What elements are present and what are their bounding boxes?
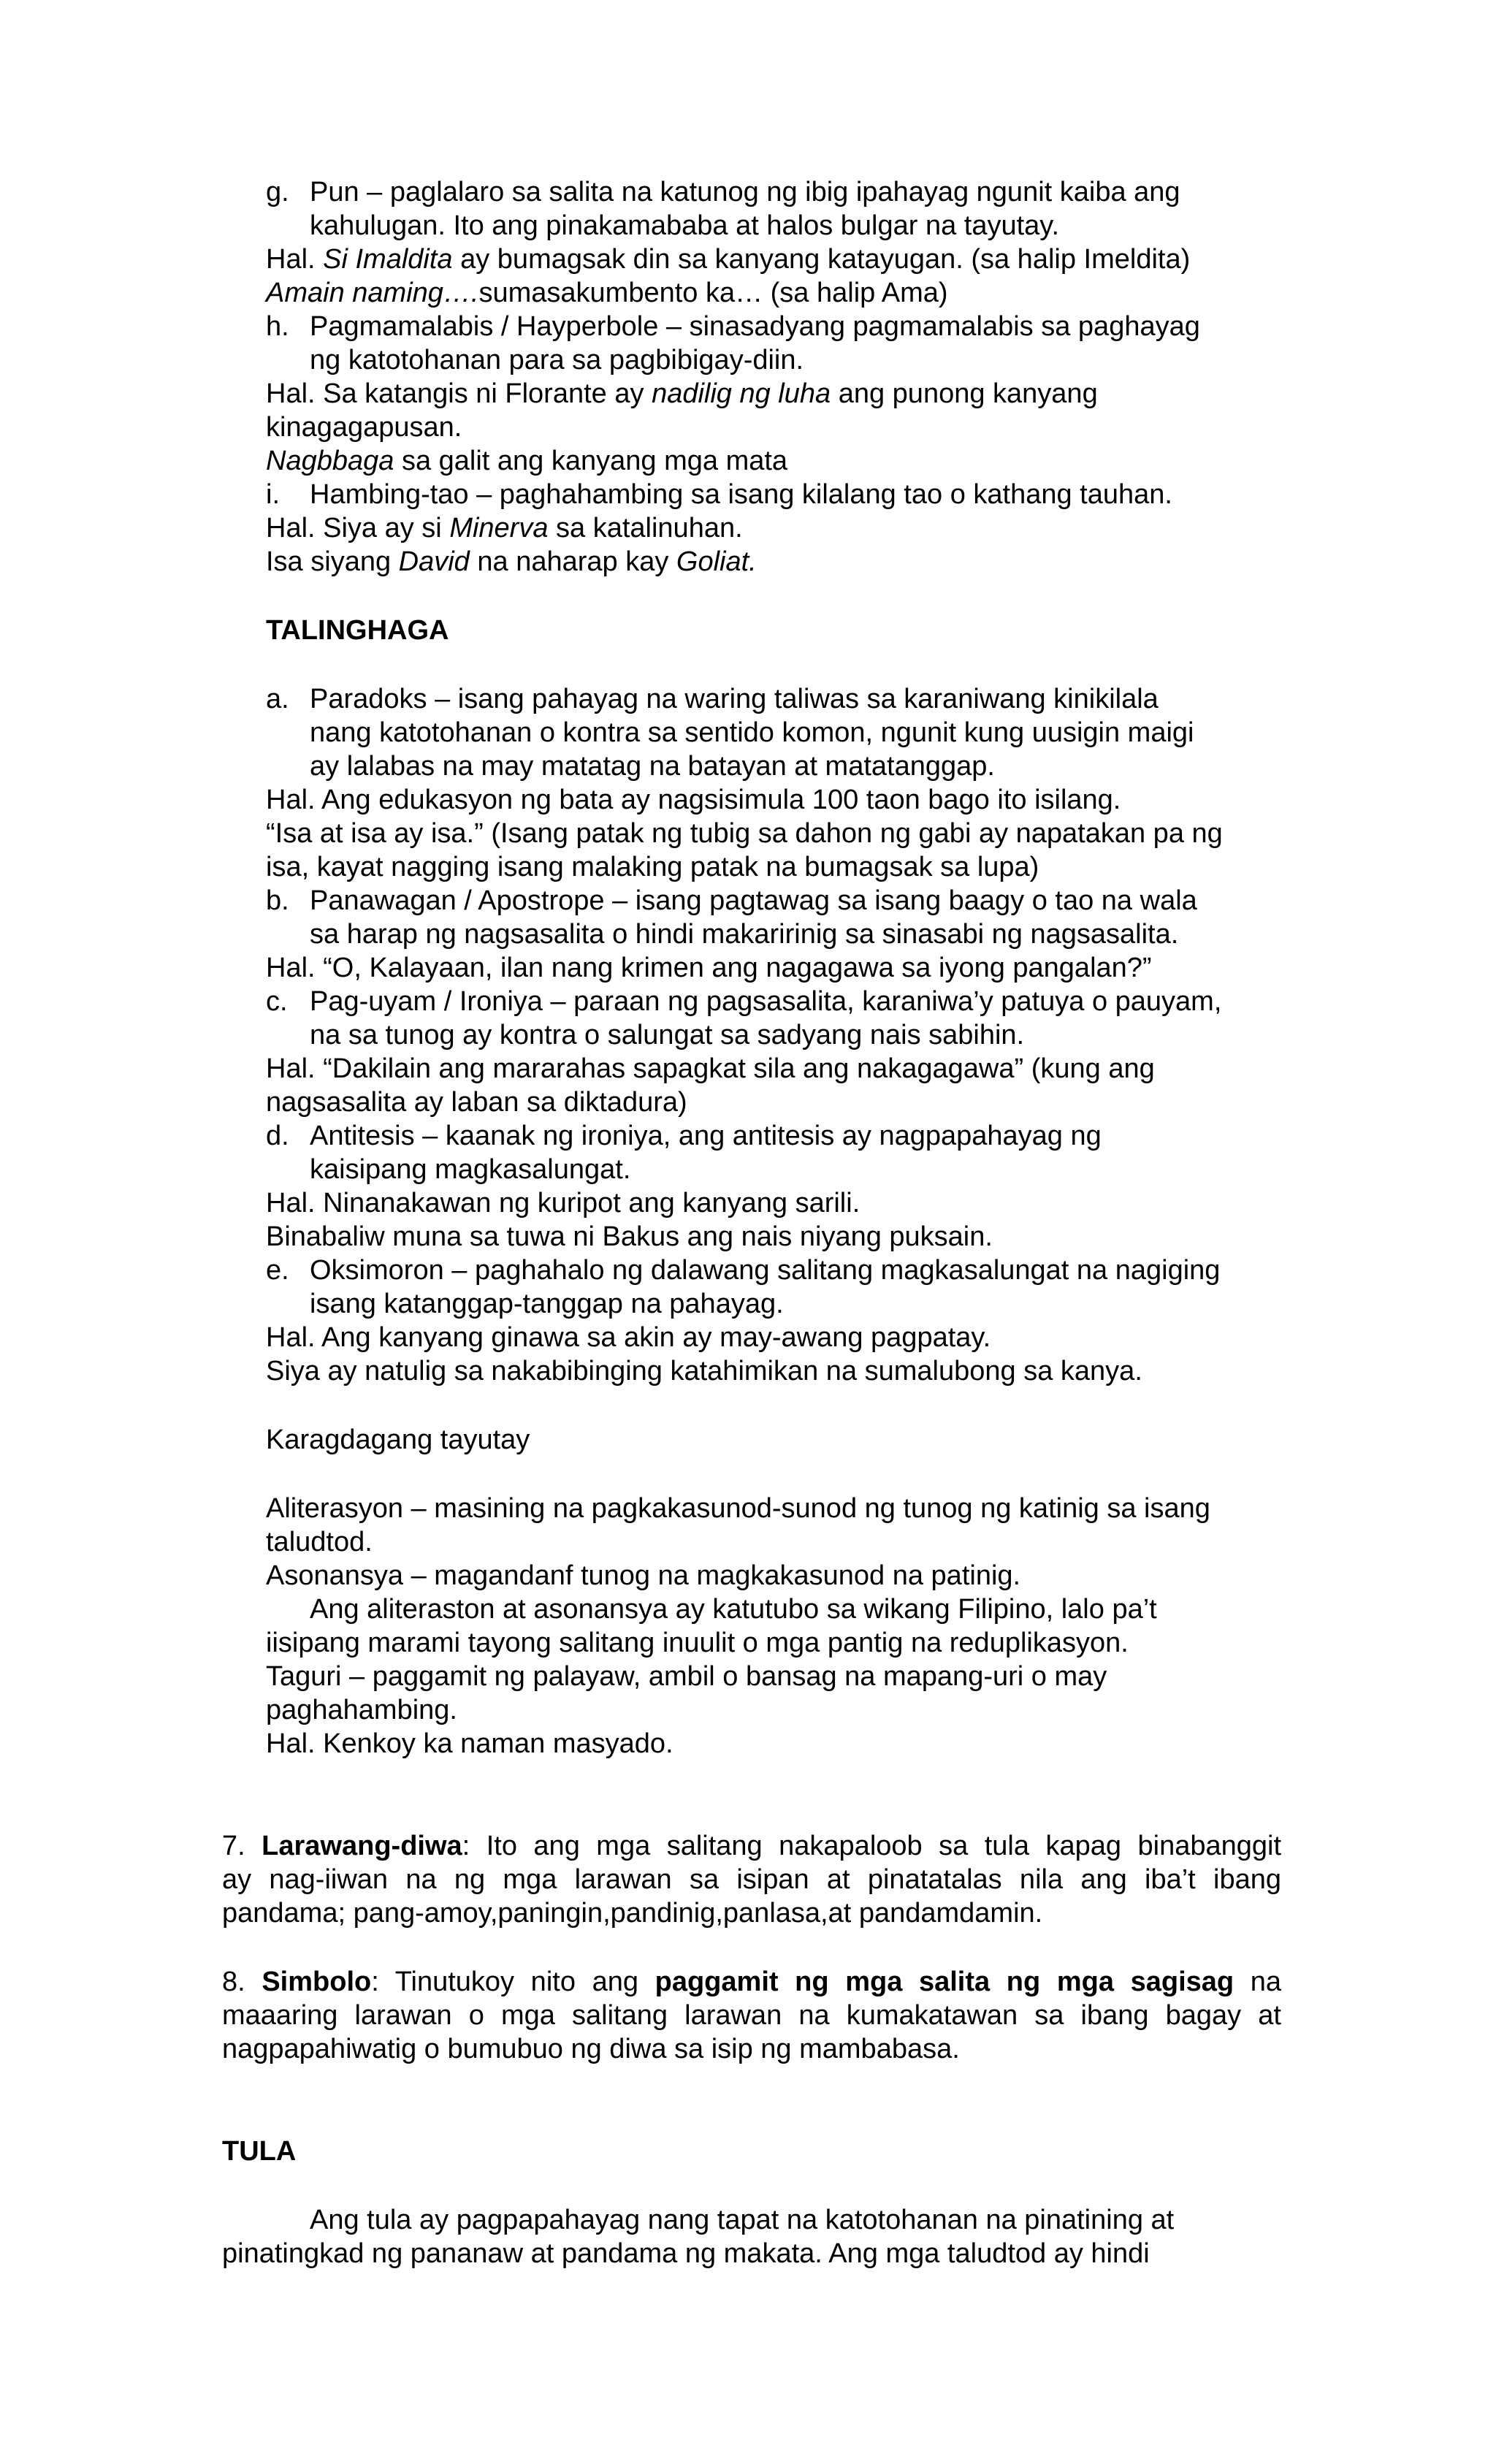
- list-item-b: [266, 884, 1197, 918]
- tula-paragraph-line: Ang tula ay pagpapahayag nang tapat na katotohanan na pinatining at: [310, 2205, 1175, 2235]
- example-line: Siya ay natulig sa nakabibinging katahimikan na sumalubong sa kanya.: [266, 1356, 1142, 1387]
- list-label: e.: [266, 1255, 289, 1286]
- list-label: i.: [266, 479, 280, 510]
- term-simbolo: Simbolo: [262, 1967, 372, 1997]
- section-heading-talinghaga: TALINGHAGA: [266, 615, 449, 646]
- section-8-line: nagpapahiwatig o bumubuo ng diwa sa isip ng mambabasa.: [222, 2034, 960, 2064]
- list-label: g.: [266, 177, 289, 207]
- list-item-a-cont: ay lalabas na may matatag na batayan at matatanggap.: [310, 751, 995, 782]
- example-line: Hal. “O, Kalayaan, ilan nang krimen ang nagagawa sa iyong pangalan?”: [266, 953, 1152, 983]
- term-larawang-diwa: Larawang-diwa: [262, 1831, 462, 1861]
- example-line: Amain naming….sumasakumbento ka… (sa halip Ama): [266, 278, 948, 308]
- list-item-text: Panawagan / Apostrope – isang pagtawag sa isang baagy o tao na wala: [310, 885, 1197, 916]
- list-item-g-cont: kahulugan. Ito ang pinakamababa at halos bulgar na tayutay.: [310, 210, 1060, 241]
- example-line: Hal. Ang kanyang ginawa sa akin ay may-awang pagpatay.: [266, 1322, 991, 1353]
- section-7-line: 7. Larawang-diwa: Ito ang mga salitang nakapaloob sa tula kapag binabanggit: [222, 1831, 1282, 1861]
- list-item-text: Pag-uyam / Ironiya – paraan ng pagsasalita, karaniwa’y patuya o pauyam,: [310, 986, 1222, 1017]
- list-item-e-cont: isang katanggap-tanggap na pahayag.: [310, 1289, 784, 1319]
- list-item-text: Hambing-tao – paghahambing sa isang kilalang tao o kathang tauhan.: [310, 479, 1172, 510]
- body-line: paghahambing.: [266, 1695, 457, 1725]
- example-line: Hal. Siya ay si Minerva sa katalinuhan.: [266, 513, 743, 543]
- body-line: iisipang marami tayong salitang inuulit o mga pantig na reduplikasyon.: [266, 1628, 1129, 1658]
- example-line: Hal. Ninanakawan ng kuripot ang kanyang sarili.: [266, 1188, 860, 1218]
- example-line: Hal. Si Imaldita ay bumagsak din sa kanyang katayugan. (sa halip Imeldita): [266, 244, 1191, 275]
- body-line: Taguri – paggamit ng palayaw, ambil o bansag na mapang-uri o may: [266, 1661, 1107, 1692]
- list-item-g: [266, 175, 1180, 209]
- list-item-text: Paradoks – isang pahayag na waring taliwas sa karaniwang kinikilala: [310, 684, 1159, 714]
- list-label: a.: [266, 684, 289, 714]
- list-item-e: [266, 1254, 1220, 1287]
- list-item-h-cont: ng katotohanan para sa pagbibigay-diin.: [310, 345, 804, 375]
- list-item-b-cont: sa harap ng nagsasalita o hindi makaririnig sa sinasabi ng nagsasalita.: [310, 919, 1179, 950]
- example-line: Hal. Ang edukasyon ng bata ay nagsisimula 100 taon bago ito isilang.: [266, 785, 1121, 815]
- body-line: Hal. Kenkoy ka naman masyado.: [266, 1728, 673, 1759]
- example-line: nagsasalita ay laban sa diktadura): [266, 1087, 687, 1118]
- list-item-a-cont: nang katotohanan o kontra sa sentido komon, ngunit kung uusigin maigi: [310, 717, 1194, 748]
- example-line: Binabaliw muna sa tuwa ni Bakus ang nais niyang puksain.: [266, 1221, 993, 1252]
- example-line: Isa siyang David na naharap kay Goliat.: [266, 546, 757, 577]
- subheading-karagdagan: Karagdagang tayutay: [266, 1424, 530, 1455]
- list-label: c.: [266, 986, 288, 1017]
- list-item-i: [266, 478, 1172, 511]
- section-7-line: pandama; pang-amoy,paningin,pandinig,panlasa,at pandamdamin.: [222, 1898, 1043, 1929]
- example-line: kinagagapusan.: [266, 412, 462, 443]
- example-line: Hal. Sa katangis ni Florante ay nadilig ng luha ang punong kanyang: [266, 378, 1098, 409]
- list-item-text: Oksimoron – paghahalo ng dalawang salitang magkasalungat na nagiging: [310, 1255, 1221, 1286]
- example-line: isa, kayat nagging isang malaking patak na bumagsak sa lupa): [266, 852, 1039, 882]
- list-label: d.: [266, 1121, 289, 1151]
- example-line: Nagbbaga sa galit ang kanyang mga mata: [266, 446, 788, 476]
- list-item-c-cont: na sa tunog ay kontra o salungat sa sadyang nais sabihin.: [310, 1020, 1025, 1050]
- section-7-line: ay nag-iiwan na ng mga larawan sa isipan at pinatatalas nila ang iba’t ibang: [222, 1864, 1281, 1895]
- list-item-d-cont: kaisipang magkasalungat.: [310, 1154, 631, 1185]
- example-line: Hal. “Dakilain ang mararahas sapagkat sila ang nakagagawa” (kung ang: [266, 1053, 1155, 1084]
- example-line: “Isa at isa ay isa.” (Isang patak ng tubig sa dahon ng gabi ay napatakan pa ng: [266, 818, 1223, 849]
- section-8-line: maaaring larawan o mga salitang larawan na kumakatawan sa ibang bagay at: [222, 2000, 1281, 2031]
- body-line-indented: Ang aliteraston at asonansya ay katutubo sa wikang Filipino, lalo pa’t: [310, 1594, 1157, 1625]
- tula-paragraph-line: pinatingkad ng pananaw at pandama ng makata. Ang mga taludtod ay hindi: [222, 2238, 1150, 2269]
- list-item-c: [266, 985, 1221, 1018]
- section-heading-tula: TULA: [222, 2136, 297, 2167]
- body-line: Aliterasyon – masining na pagkakasunod-sunod ng tunog ng katinig sa isang: [266, 1493, 1210, 1524]
- list-item-text: Pagmamalabis / Hayperbole – sinasadyang pagmamalabis sa paghayag: [310, 311, 1200, 342]
- list-item-h: [266, 310, 1200, 343]
- section-8-line: 8. Simbolo: Tinutukoy nito ang paggamit ng mga salita ng mga sagisag na: [222, 1967, 1282, 1997]
- list-item-text: Pun – paglalaro sa salita na katunog ng ibig ipahayag ngunit kaiba ang: [310, 177, 1180, 207]
- list-item-d: [266, 1119, 1102, 1153]
- list-label: b.: [266, 885, 289, 916]
- body-line: Asonansya – magandanf tunog na magkakasunod na patinig.: [266, 1560, 1021, 1591]
- body-line: taludtod.: [266, 1527, 373, 1557]
- list-label: h.: [266, 311, 289, 342]
- list-item-text: Antitesis – kaanak ng ironiya, ang antitesis ay nagpapahayag ng: [310, 1121, 1102, 1151]
- list-item-a: [266, 682, 1159, 716]
